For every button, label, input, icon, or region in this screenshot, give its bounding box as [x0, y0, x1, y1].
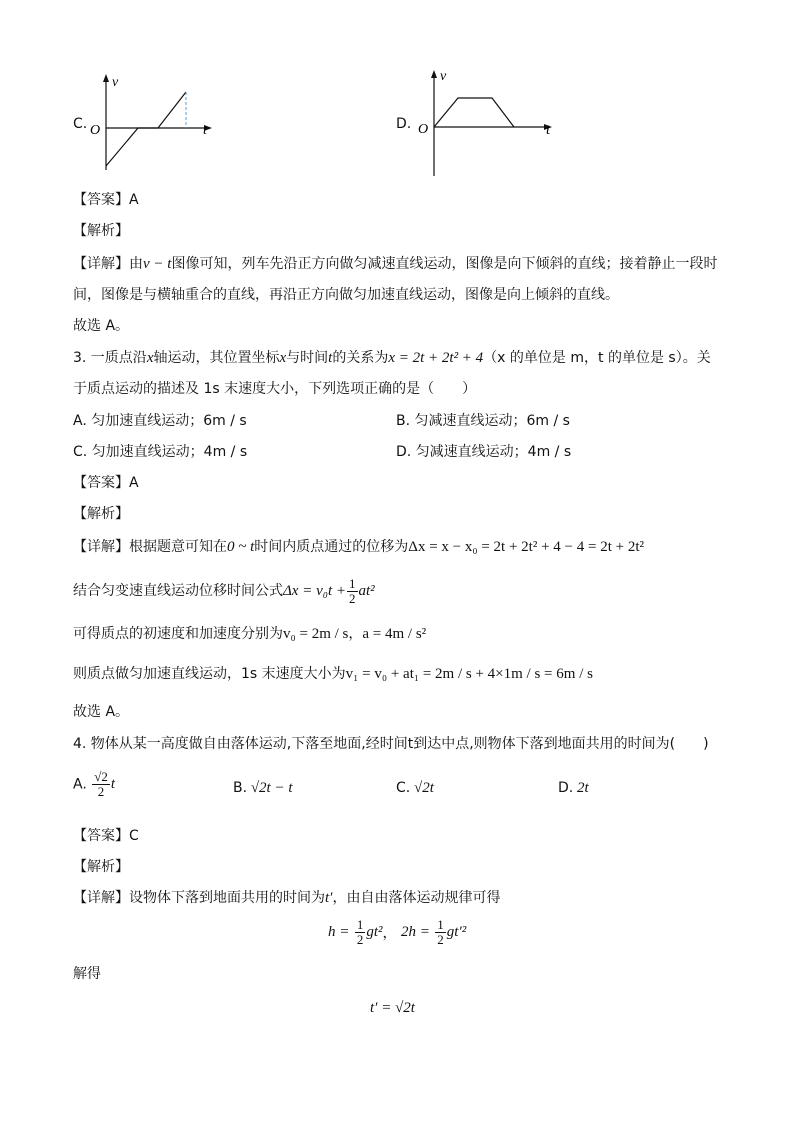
graph-d — [412, 66, 562, 178]
graph-d-axis-t: t — [546, 122, 551, 138]
q4-option-c: C. √2t — [396, 780, 434, 796]
q4-analysis: 【解析】 — [73, 859, 129, 875]
q3-conclusion: 故选 A。 — [73, 704, 130, 720]
q3-detail-line-3: 可得质点的初速度和加速度分别为v₀ = 2m / s，a = 4m / s² — [73, 626, 427, 642]
graph-d-origin: O — [418, 122, 429, 137]
q3-option-a: A. 匀加速直线运动；6m / s — [73, 413, 247, 429]
option-d-label: D. — [396, 116, 412, 132]
q4-equations: h = $\frac{1}{2}$ gt²， 2h = $\frac{1}{2}$ gt′² — [328, 917, 467, 947]
q4-option-d: D. 2t — [558, 780, 589, 796]
q3-option-b: B. 匀减速直线运动；6m / s — [396, 413, 570, 429]
q3-answer: 【答案】A — [73, 475, 139, 491]
q4-answer: 【答案】C — [73, 828, 139, 844]
q3-option-d: D. 匀减速直线运动；4m / s — [396, 444, 572, 460]
q3-detail-line-2: 结合匀变速直线运动位移时间公式Δx = v₀t + $\frac{1}{2}$ at² — [73, 576, 375, 606]
q4-stem: 4. 物体从某一高度做自由落体运动,下落至地面,经时间t到达中点,则物体下落到地面共用的时间为( ) — [73, 736, 709, 752]
q3-analysis: 【解析】 — [73, 506, 129, 522]
graph-c-origin: O — [90, 123, 101, 138]
q4-result: t′ = √2t — [370, 1000, 415, 1016]
q3-option-c: C. 匀加速直线运动；4m / s — [73, 444, 248, 460]
q3-stem-line-1: 3. 一质点沿x轴运动，其位置坐标x与时间t的关系为x = 2t + 2t² + 4（x 的单位是 m，t 的单位是 s）。关 — [73, 350, 711, 366]
q4-option-b: B. √2t − t — [233, 780, 293, 796]
q2-answer: 【答案】A — [73, 192, 139, 208]
option-c-label: C. — [73, 116, 88, 132]
graph-c-axis-v: v — [112, 75, 119, 90]
q3-detail-line-1: 【详解】根据题意可知在0 ~ t时间内质点通过的位移为Δx = x − x₀ = 2t + 2t² + 4 − 4 = 2t + 2t² — [73, 539, 645, 555]
graph-c — [88, 72, 218, 172]
q3-detail-line-4: 则质点做匀加速直线运动，1s 末速度大小为v₁ = v₀ + at₁ = 2m / s + 4×1m / s = 6m / s — [73, 666, 593, 682]
q2-conclusion: 故选 A。 — [73, 318, 130, 334]
q2-detail-line-2: 间，图像是与横轴重合的直线，再沿正方向做匀加速直线运动，图像是向上倾斜的直线。 — [73, 287, 619, 303]
graph-d-axis-v: v — [440, 69, 447, 84]
q4-solve: 解得 — [73, 966, 101, 982]
q4-detail-line-1: 【详解】设物体下落到地面共用的时间为t′，由自由落体运动规律可得 — [73, 890, 501, 906]
q2-analysis: 【解析】 — [73, 223, 129, 239]
graph-c-axis-t: t — [203, 123, 207, 138]
q3-stem-line-2: 于质点运动的描述及 1s 末速度大小，下列选项正确的是（ ） — [73, 381, 477, 397]
q2-detail-line-1: 【详解】由v − t图像可知，列车先沿正方向做匀减速直线运动，图像是向下倾斜的直线；接着静止一段时 — [73, 256, 718, 272]
q4-option-a: A. $\frac{√2}{2}$ t — [73, 769, 116, 799]
